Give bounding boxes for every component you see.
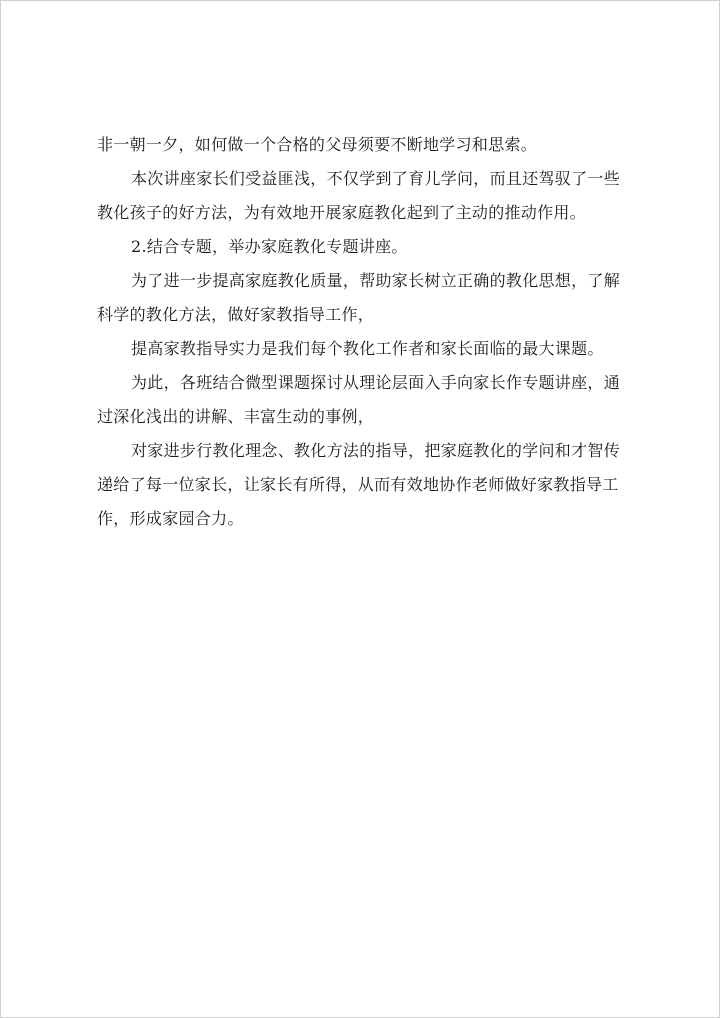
text-line: 科学的教化方法，做好家教指导工作， xyxy=(97,305,375,324)
text-line: 过深化浅出的讲解、丰富生动的事例， xyxy=(97,407,375,426)
text-line: 非一朝一夕，如何做一个合格的父母须要不断地学习和思索。 xyxy=(97,135,538,154)
text-line: 对家进步行教化理念、教化方法的指导，把家庭教化的学问和才智传 xyxy=(131,441,621,460)
text-line: 作，形成家园合力。 xyxy=(97,509,244,528)
document-body xyxy=(97,128,629,536)
text-line: 递给了每一位家长，让家长有所得，从而有效地协作老师做好家教指导工 xyxy=(97,475,619,494)
text-line: 本次讲座家长们受益匪浅，不仅学到了育儿学问，而且还驾驭了一些 xyxy=(131,169,621,188)
text-line: 提高家教指导实力是我们每个教化工作者和家长面临的最大课题。 xyxy=(131,339,604,358)
text-line: 教化孩子的好方法，为有效地开展家庭教化起到了主动的推动作用。 xyxy=(97,203,587,222)
text-line: 为此，各班结合微型课题探讨从理论层面入手向家长作专题讲座，通 xyxy=(131,373,621,392)
text-line: 为了进一步提高家庭教化质量，帮助家长树立正确的教化思想，了解 xyxy=(131,271,621,290)
section-heading: 2.结合专题，举办家庭教化专题讲座。 xyxy=(131,237,408,256)
